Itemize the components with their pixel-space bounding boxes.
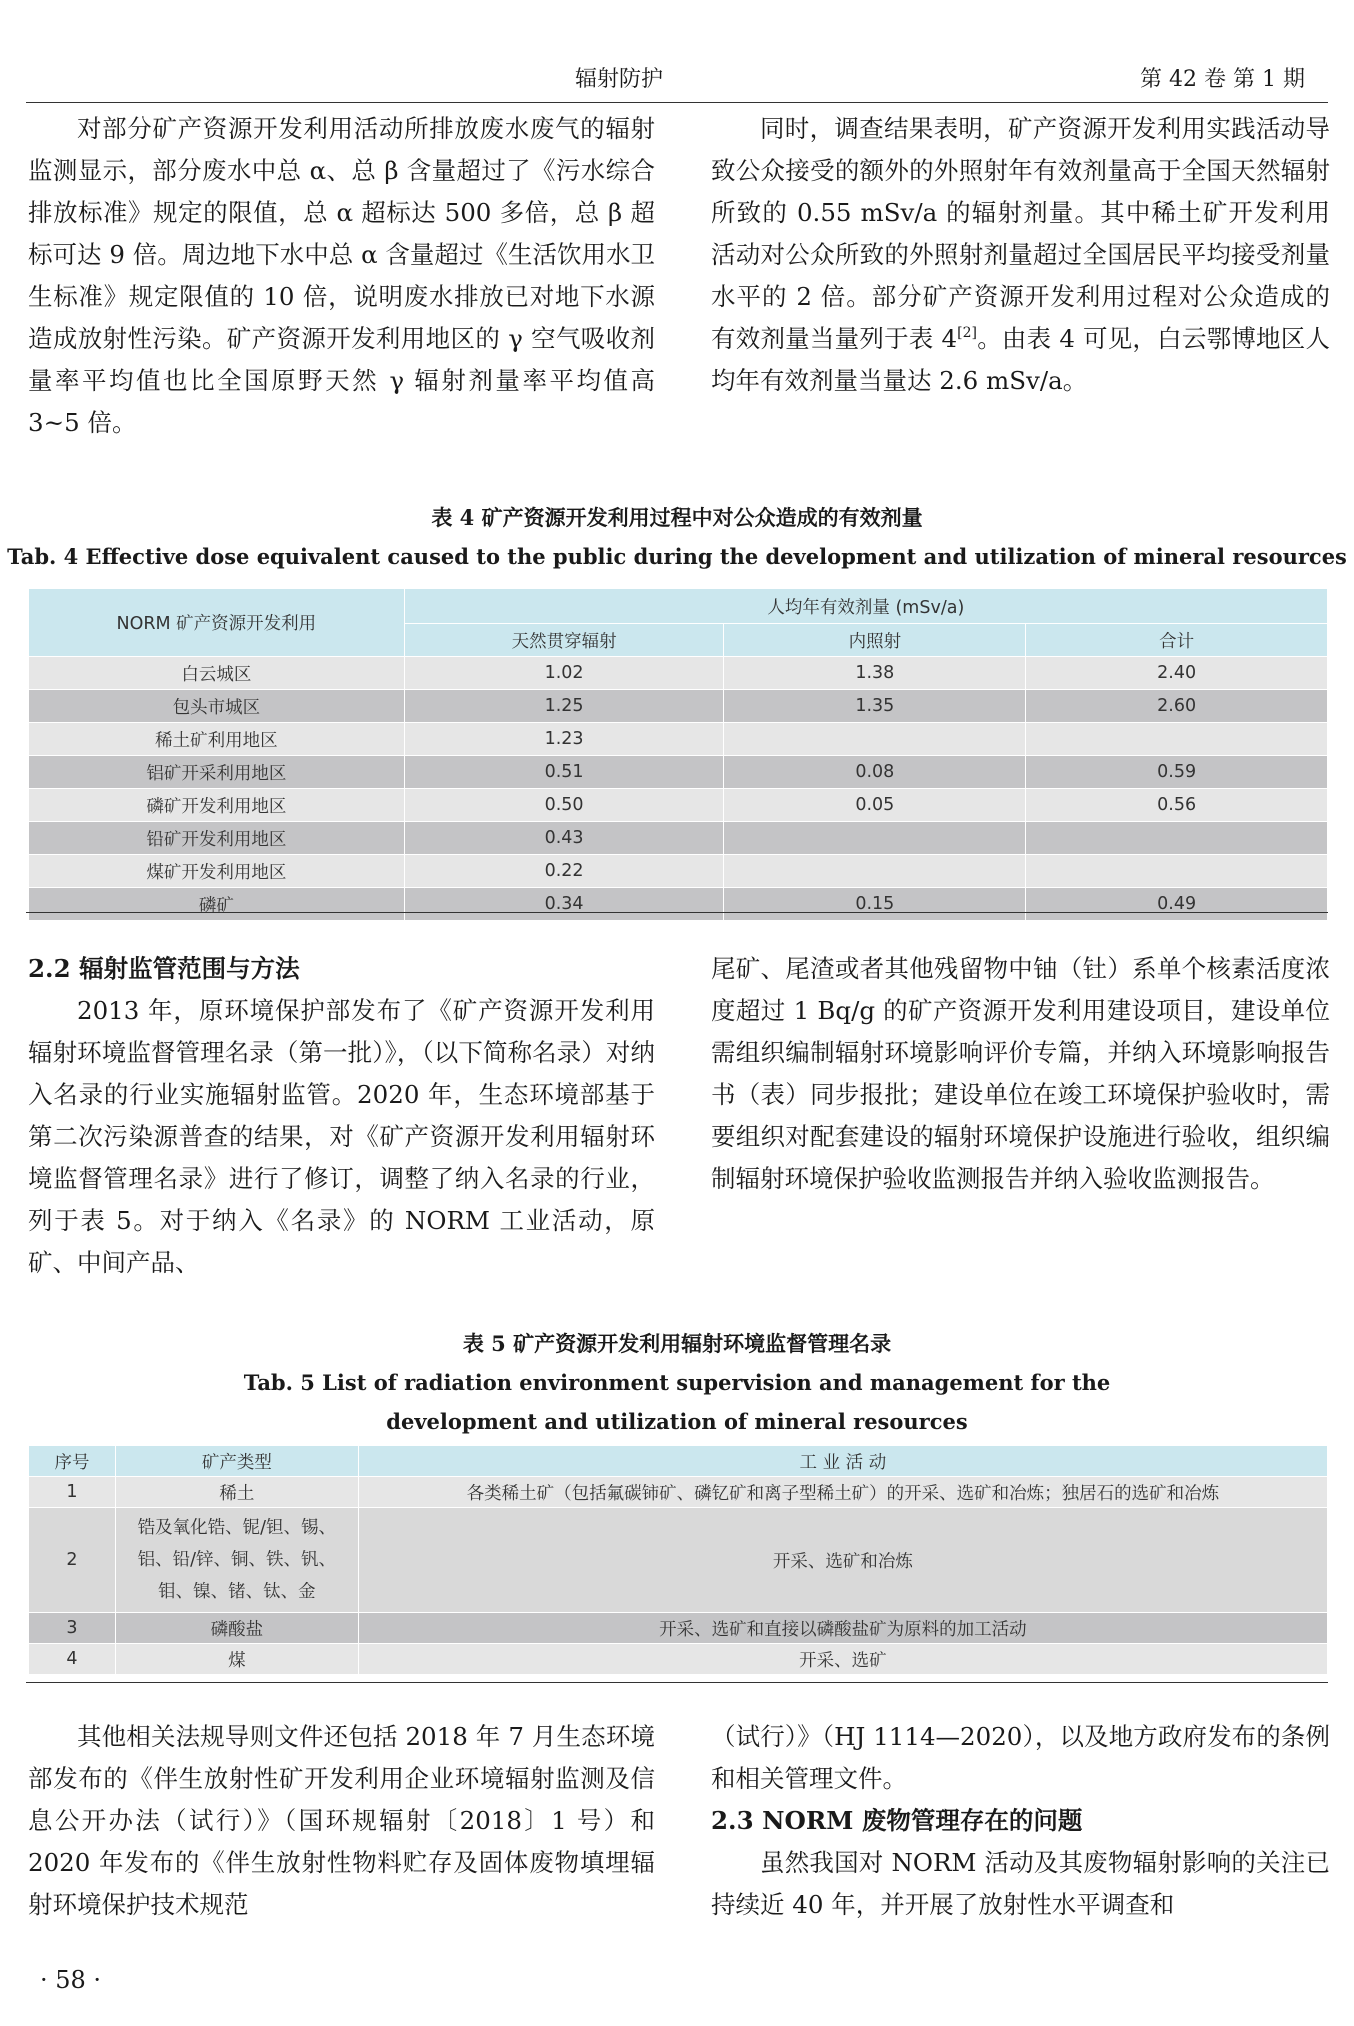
- cell-type: [115, 1508, 358, 1613]
- table5-caption-en-line2: development and utilization of mineral resources: [386, 1409, 968, 1434]
- page-number: · 58 ·: [40, 1966, 102, 1994]
- table4-caption-en: Tab. 4 Effective dose equivalent caused to the public during the development and utilization of mineral resources: [7, 544, 1347, 569]
- top-right-text-a: 同时，调查结果表明，矿产资源开发利用实践活动导致公众接受的额外的外照射年有效剂量高于全国天然辐射所致的 0.55 mSv/a 的辐射剂量。其中稀土矿开发利用活动对公众所致的外照射剂量超过全国居民平均接受剂量水平的 2 倍。部分矿产资源开发利用过程对公众造成的有效剂量当量列于表 4: [711, 114, 1330, 353]
- journal-name: 辐射防护: [575, 67, 664, 92]
- cell-activity: 开采、选矿和直接以磷酸盐矿为原料的加工活动: [358, 1613, 1327, 1644]
- cell-name: 磷矿开发利用地区: [29, 789, 405, 822]
- cell-internal: [724, 723, 1026, 756]
- table-row: [29, 756, 1328, 789]
- table-row: [29, 1644, 1328, 1675]
- table5-col-type: 矿产类型: [115, 1446, 358, 1477]
- type-line: 锆及氧化锆、铌/钽、锡、: [137, 1518, 337, 1538]
- table-row: [29, 855, 1328, 888]
- cell-name: 铅矿开发利用地区: [29, 822, 405, 855]
- section22-title: 2.2 辐射监管范围与方法: [28, 954, 300, 983]
- cell-type: 煤: [115, 1644, 358, 1675]
- type-line: 钼、镍、锗、钛、金: [158, 1582, 316, 1602]
- table5-caption-cn: 表 5 矿产资源开发利用辐射环境监督管理名录: [462, 1331, 892, 1356]
- cell-natural: 0.43: [404, 822, 724, 855]
- top-left-column: [28, 108, 655, 444]
- cell-name: 稀土矿利用地区: [29, 723, 405, 756]
- bottom-left-column: [28, 1716, 655, 1926]
- table4-col-total: 合计: [1026, 624, 1328, 657]
- cell-natural: 0.50: [404, 789, 724, 822]
- table-row: [29, 789, 1328, 822]
- cell-internal: 1.35: [724, 690, 1026, 723]
- cell-internal: 0.05: [724, 789, 1026, 822]
- type-line: 铝、铅/锌、铜、铁、钒、: [137, 1550, 337, 1570]
- cell-total: 2.40: [1026, 657, 1328, 690]
- cell-natural: 1.23: [404, 723, 724, 756]
- table-row: [29, 1477, 1328, 1508]
- cell-no: 1: [29, 1477, 116, 1508]
- cell-activity: 开采、选矿和冶炼: [358, 1508, 1327, 1613]
- bottom-left-paragraph: 其他相关法规导则文件还包括 2018 年 7 月生态环境部发布的《伴生放射性矿开发利用企业环境辐射监测及信息公开办法（试行）》（国环规辐射〔2018〕1 号）和 2020 年发布的《伴生放射性物料贮存及固体废物填埋辐射环境保护技术规范: [28, 1722, 655, 1919]
- cell-total: [1026, 822, 1328, 855]
- table5-col-activity: 工 业 活 动: [358, 1446, 1327, 1477]
- section22-right-column: [711, 948, 1330, 1200]
- table-row: [29, 657, 1328, 690]
- table-row: [29, 690, 1328, 723]
- cell-total: 0.56: [1026, 789, 1328, 822]
- table-row: [29, 1613, 1328, 1644]
- cell-no: 4: [29, 1644, 116, 1675]
- cell-no: 3: [29, 1613, 116, 1644]
- table4-header-label: NORM 矿产资源开发利用: [29, 589, 405, 657]
- cell-total: 0.59: [1026, 756, 1328, 789]
- table-row: [29, 822, 1328, 855]
- cell-internal: [724, 855, 1026, 888]
- table-row: [29, 1508, 1328, 1613]
- section22-left-paragraph: 2013 年，原环境保护部发布了《矿产资源开发利用辐射环境监督管理名录（第一批）》，（以下简称名录）对纳入名录的行业实施辐射监管。2020 年，生态环境部基于第二次污染源普查的结果，对《矿产资源开发利用辐射环境监督管理名录》进行了修订，调整了纳入名录的行业，列于表 5。对于纳入《名录》的 NORM 工业活动，原矿、中间产品、: [28, 996, 655, 1277]
- cell-natural: 1.02: [404, 657, 724, 690]
- bottom-right-column: [711, 1716, 1330, 1926]
- cell-name: 白云城区: [29, 657, 405, 690]
- table-row: [29, 888, 1328, 921]
- cell-type: 磷酸盐: [115, 1613, 358, 1644]
- issue-info: 第 42 卷 第 1 期: [1140, 67, 1305, 92]
- cell-type: 稀土: [115, 1477, 358, 1508]
- cell-natural: 0.34: [404, 888, 724, 921]
- table4-col-internal: 内照射: [724, 624, 1026, 657]
- cell-name: 煤矿开发利用地区: [29, 855, 405, 888]
- table5-col-no: 序号: [29, 1446, 116, 1477]
- top-right-text-b: 。由表 4 可见，白云鄂博地区人均年有效剂量当量达 2.6 mSv/a。: [711, 324, 1330, 395]
- top-right-paragraph: [711, 108, 1330, 402]
- cell-activity: 开采、选矿: [358, 1644, 1327, 1675]
- table5-bottom-rule: [26, 1682, 1328, 1683]
- cell-total: 2.60: [1026, 690, 1328, 723]
- cell-natural: 0.22: [404, 855, 724, 888]
- cell-internal: 0.08: [724, 756, 1026, 789]
- cell-internal: 0.15: [724, 888, 1026, 921]
- bottom-right-continuation: （试行）》（HJ 1114—2020），以及地方政府发布的条例和相关管理文件。: [711, 1722, 1330, 1793]
- table4-header-group: 人均年有效剂量 (mSv/a): [404, 589, 1327, 624]
- table4-caption-cn: 表 4 矿产资源开发利用过程中对公众造成的有效剂量: [431, 505, 923, 530]
- citation-ref: [2]: [957, 325, 977, 341]
- table5: [28, 1445, 1328, 1675]
- cell-internal: 1.38: [724, 657, 1026, 690]
- cell-activity: 各类稀土矿（包括氟碳铈矿、磷钇矿和离子型稀土矿）的开采、选矿和冶炼；独居石的选矿和冶炼: [358, 1477, 1327, 1508]
- cell-no: 2: [29, 1508, 116, 1613]
- cell-natural: 0.51: [404, 756, 724, 789]
- cell-total: [1026, 855, 1328, 888]
- cell-natural: 1.25: [404, 690, 724, 723]
- section23-title: 2.3 NORM 废物管理存在的问题: [711, 1806, 1083, 1835]
- cell-total: [1026, 723, 1328, 756]
- table5-caption-en-line1: Tab. 5 List of radiation environment supervision and management for the: [243, 1370, 1111, 1395]
- table4-bottom-rule: [26, 912, 1328, 913]
- cell-name: 磷矿: [29, 888, 405, 921]
- top-right-column: [711, 108, 1330, 402]
- table4-col-natural: 天然贯穿辐射: [404, 624, 724, 657]
- table-row: [29, 723, 1328, 756]
- top-left-paragraph: 对部分矿产资源开发利用活动所排放废水废气的辐射监测显示，部分废水中总 α、总 β 含量超过了《污水综合排放标准》规定的限值，总 α 超标达 500 多倍，总 β 超标可达 9 倍。周边地下水中总 α 含量超过《生活饮用水卫生标准》规定限值的 10 倍，说明废水排放已对地下水源造成放射性污染。矿产资源开发利用地区的 γ 空气吸收剂量率平均值也比全国原野天然 γ 辐射剂量率平均值高 3~5 倍。: [28, 114, 655, 437]
- cell-internal: [724, 822, 1026, 855]
- cell-name: 包头市城区: [29, 690, 405, 723]
- header-rule: [26, 102, 1328, 103]
- cell-total: 0.49: [1026, 888, 1328, 921]
- table4: [28, 588, 1328, 921]
- cell-name: 铝矿开采利用地区: [29, 756, 405, 789]
- section22-right-paragraph: 尾矿、尾渣或者其他残留物中铀（钍）系单个核素活度浓度超过 1 Bq/g 的矿产资源开发利用建设项目，建设单位需组织编制辐射环境影响评价专篇，并纳入环境影响报告书（表）同步报批；建设单位在竣工环境保护验收时，需要组织对配套建设的辐射环境保护设施进行验收，组织编制辐射环境保护验收监测报告并纳入验收监测报告。: [711, 954, 1330, 1193]
- section22-left-column: [28, 948, 655, 1284]
- section23-paragraph: 虽然我国对 NORM 活动及其废物辐射影响的关注已持续近 40 年，并开展了放射性水平调查和: [711, 1848, 1330, 1919]
